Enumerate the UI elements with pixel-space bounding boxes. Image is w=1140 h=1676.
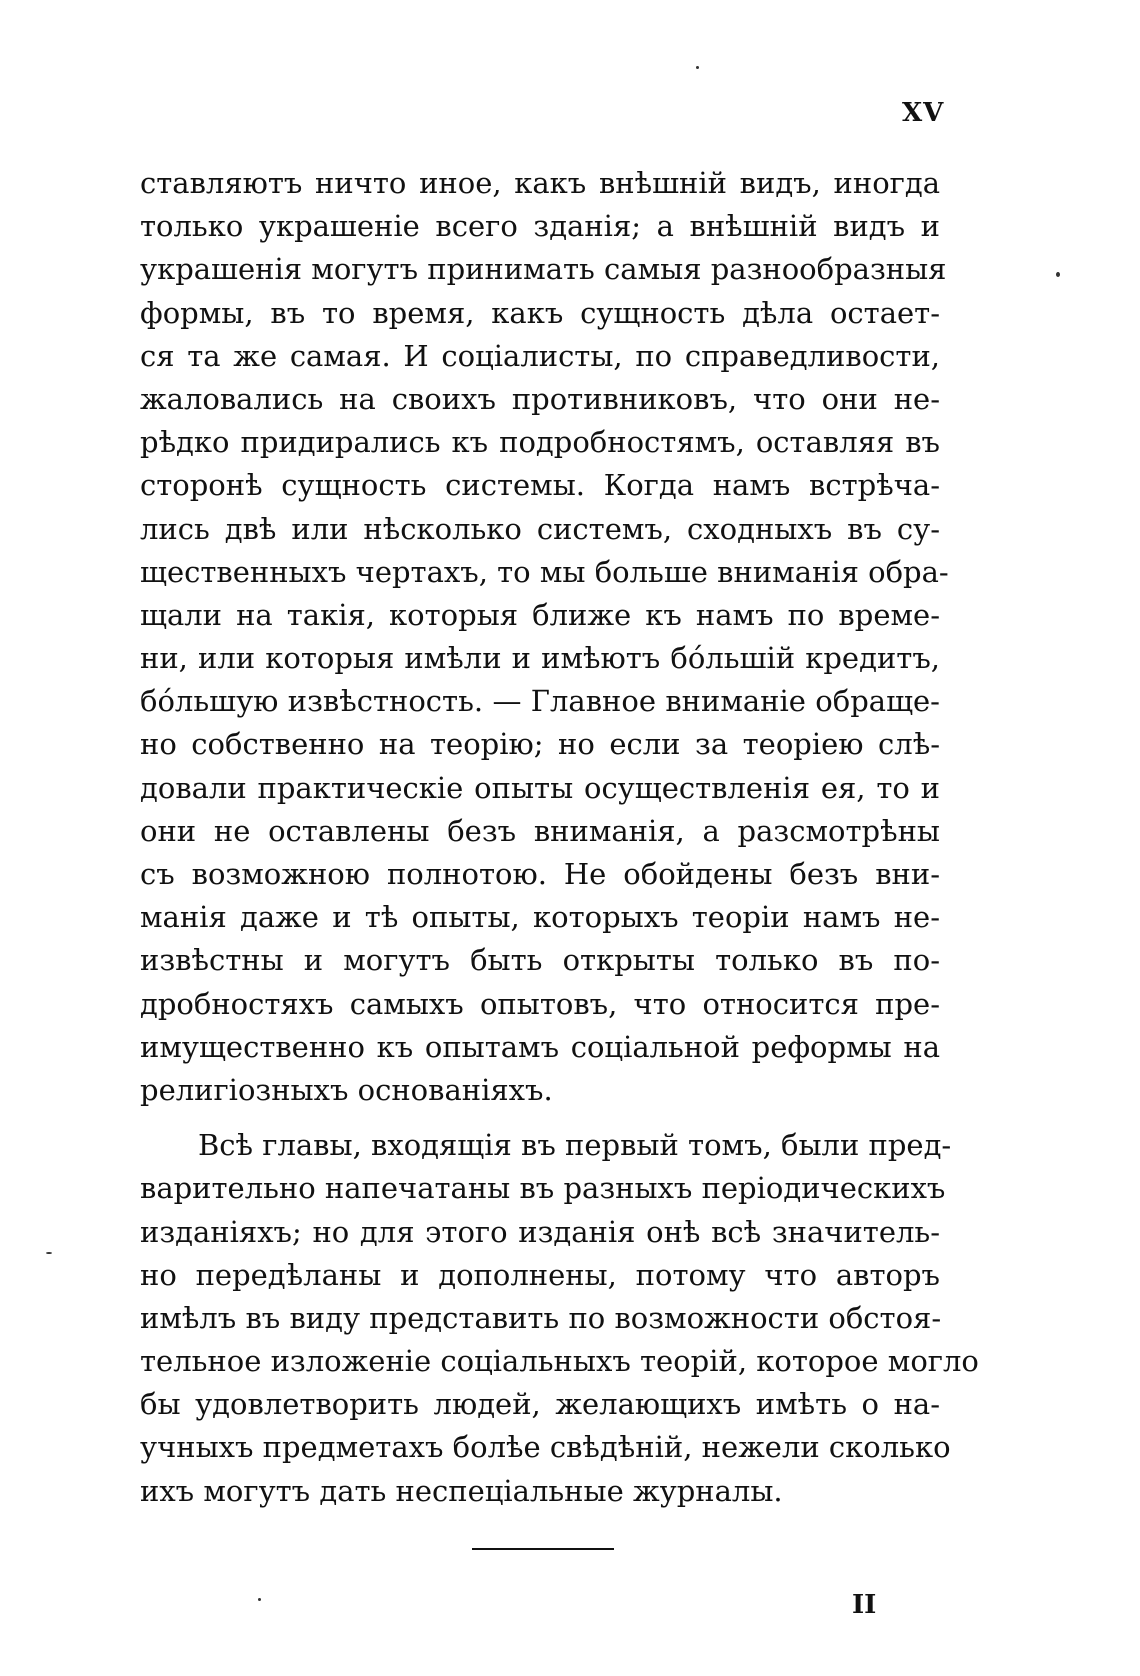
text-line: щественныхъ чертахъ, то мы больше вниманія обра-	[140, 554, 949, 589]
text-line: дробностяхъ самыхъ опытовъ, что относится пре-	[140, 986, 940, 1021]
ink-speck	[1056, 272, 1060, 277]
text-line: ихъ могутъ дать неспеціальные журналы.	[140, 1473, 783, 1508]
text-line: имѣлъ въ виду представить по возможности обстоя-	[140, 1300, 942, 1335]
text-line: ни, или которыя имѣли и имѣютъ бо́льшій кредитъ,	[140, 641, 940, 676]
text-line: лись двѣ или нѣсколько системъ, сходныхъ въ су-	[140, 511, 940, 546]
text-line: только украшеніе всего зданія; а внѣшній видъ и	[140, 209, 940, 244]
text-line: они не оставлены безъ вниманія, а разсмотрѣны	[140, 813, 940, 848]
text-line: имущественно къ опытамъ соціальной реформы на	[140, 1029, 940, 1064]
page-number: XV	[902, 98, 945, 128]
text-line: манія даже и тѣ опыты, которыхъ теоріи намъ не-	[140, 900, 940, 935]
text-line: Всѣ главы, входящія въ первый томъ, были пред-	[198, 1128, 952, 1163]
text-line: изданіяхъ; но для этого изданія онѣ всѣ значитель-	[140, 1214, 940, 1249]
text-line: бо́льшую извѣстность. — Главное вниманіе обраще-	[140, 684, 940, 719]
text-line: тельное изложеніе соціальныхъ теорій, которое могло	[140, 1344, 979, 1379]
ink-speck	[696, 66, 699, 69]
text-line: но передѣланы и дополнены, потому что авторъ	[140, 1257, 940, 1292]
text-line: украшенія могутъ принимать самыя разнообразныя	[140, 252, 947, 287]
section-divider	[472, 1548, 614, 1550]
paragraph-1	[140, 162, 949, 1112]
paragraph-gap	[140, 1112, 940, 1124]
paragraph-2	[140, 1124, 979, 1513]
body-text	[140, 162, 979, 1513]
text-line: извѣстны и могутъ быть открыты только въ по-	[140, 943, 940, 978]
text-line: довали практическіе опыты осуществленія ея, то и	[140, 770, 940, 805]
text-line: бы удовлетворить людей, желающихъ имѣть о на-	[140, 1387, 940, 1422]
text-line: религіозныхъ основаніяхъ.	[140, 1072, 553, 1107]
text-line: но собственно на теорію; но если за теоріею слѣ-	[140, 727, 940, 762]
text-line: сторонѣ сущность системы. Когда намъ встрѣча-	[140, 468, 940, 503]
text-line: формы, въ то время, какъ сущность дѣла остает-	[140, 295, 940, 330]
text-line: учныхъ предметахъ болѣе свѣдѣній, нежели сколько	[140, 1430, 951, 1465]
text-line: ставляютъ ничто иное, какъ внѣшній видъ, иногда	[140, 166, 940, 200]
text-line: варительно напечатаны въ разныхъ періодическихъ	[140, 1171, 946, 1206]
ink-speck	[46, 1252, 52, 1254]
text-line: рѣдко придирались къ подробностямъ, оставляя въ	[140, 425, 940, 460]
text-line: съ возможною полнотою. Не обойдены безъ вни-	[140, 857, 940, 891]
text-line: ся та же самая. И соціалисты, по справедливости,	[140, 338, 940, 373]
ink-speck	[258, 1598, 261, 1601]
text-line: жаловались на своихъ противниковъ, что они не-	[140, 381, 940, 416]
signature-mark: II	[852, 1590, 877, 1620]
text-line: щали на такія, которыя ближе къ намъ по време-	[140, 597, 940, 632]
